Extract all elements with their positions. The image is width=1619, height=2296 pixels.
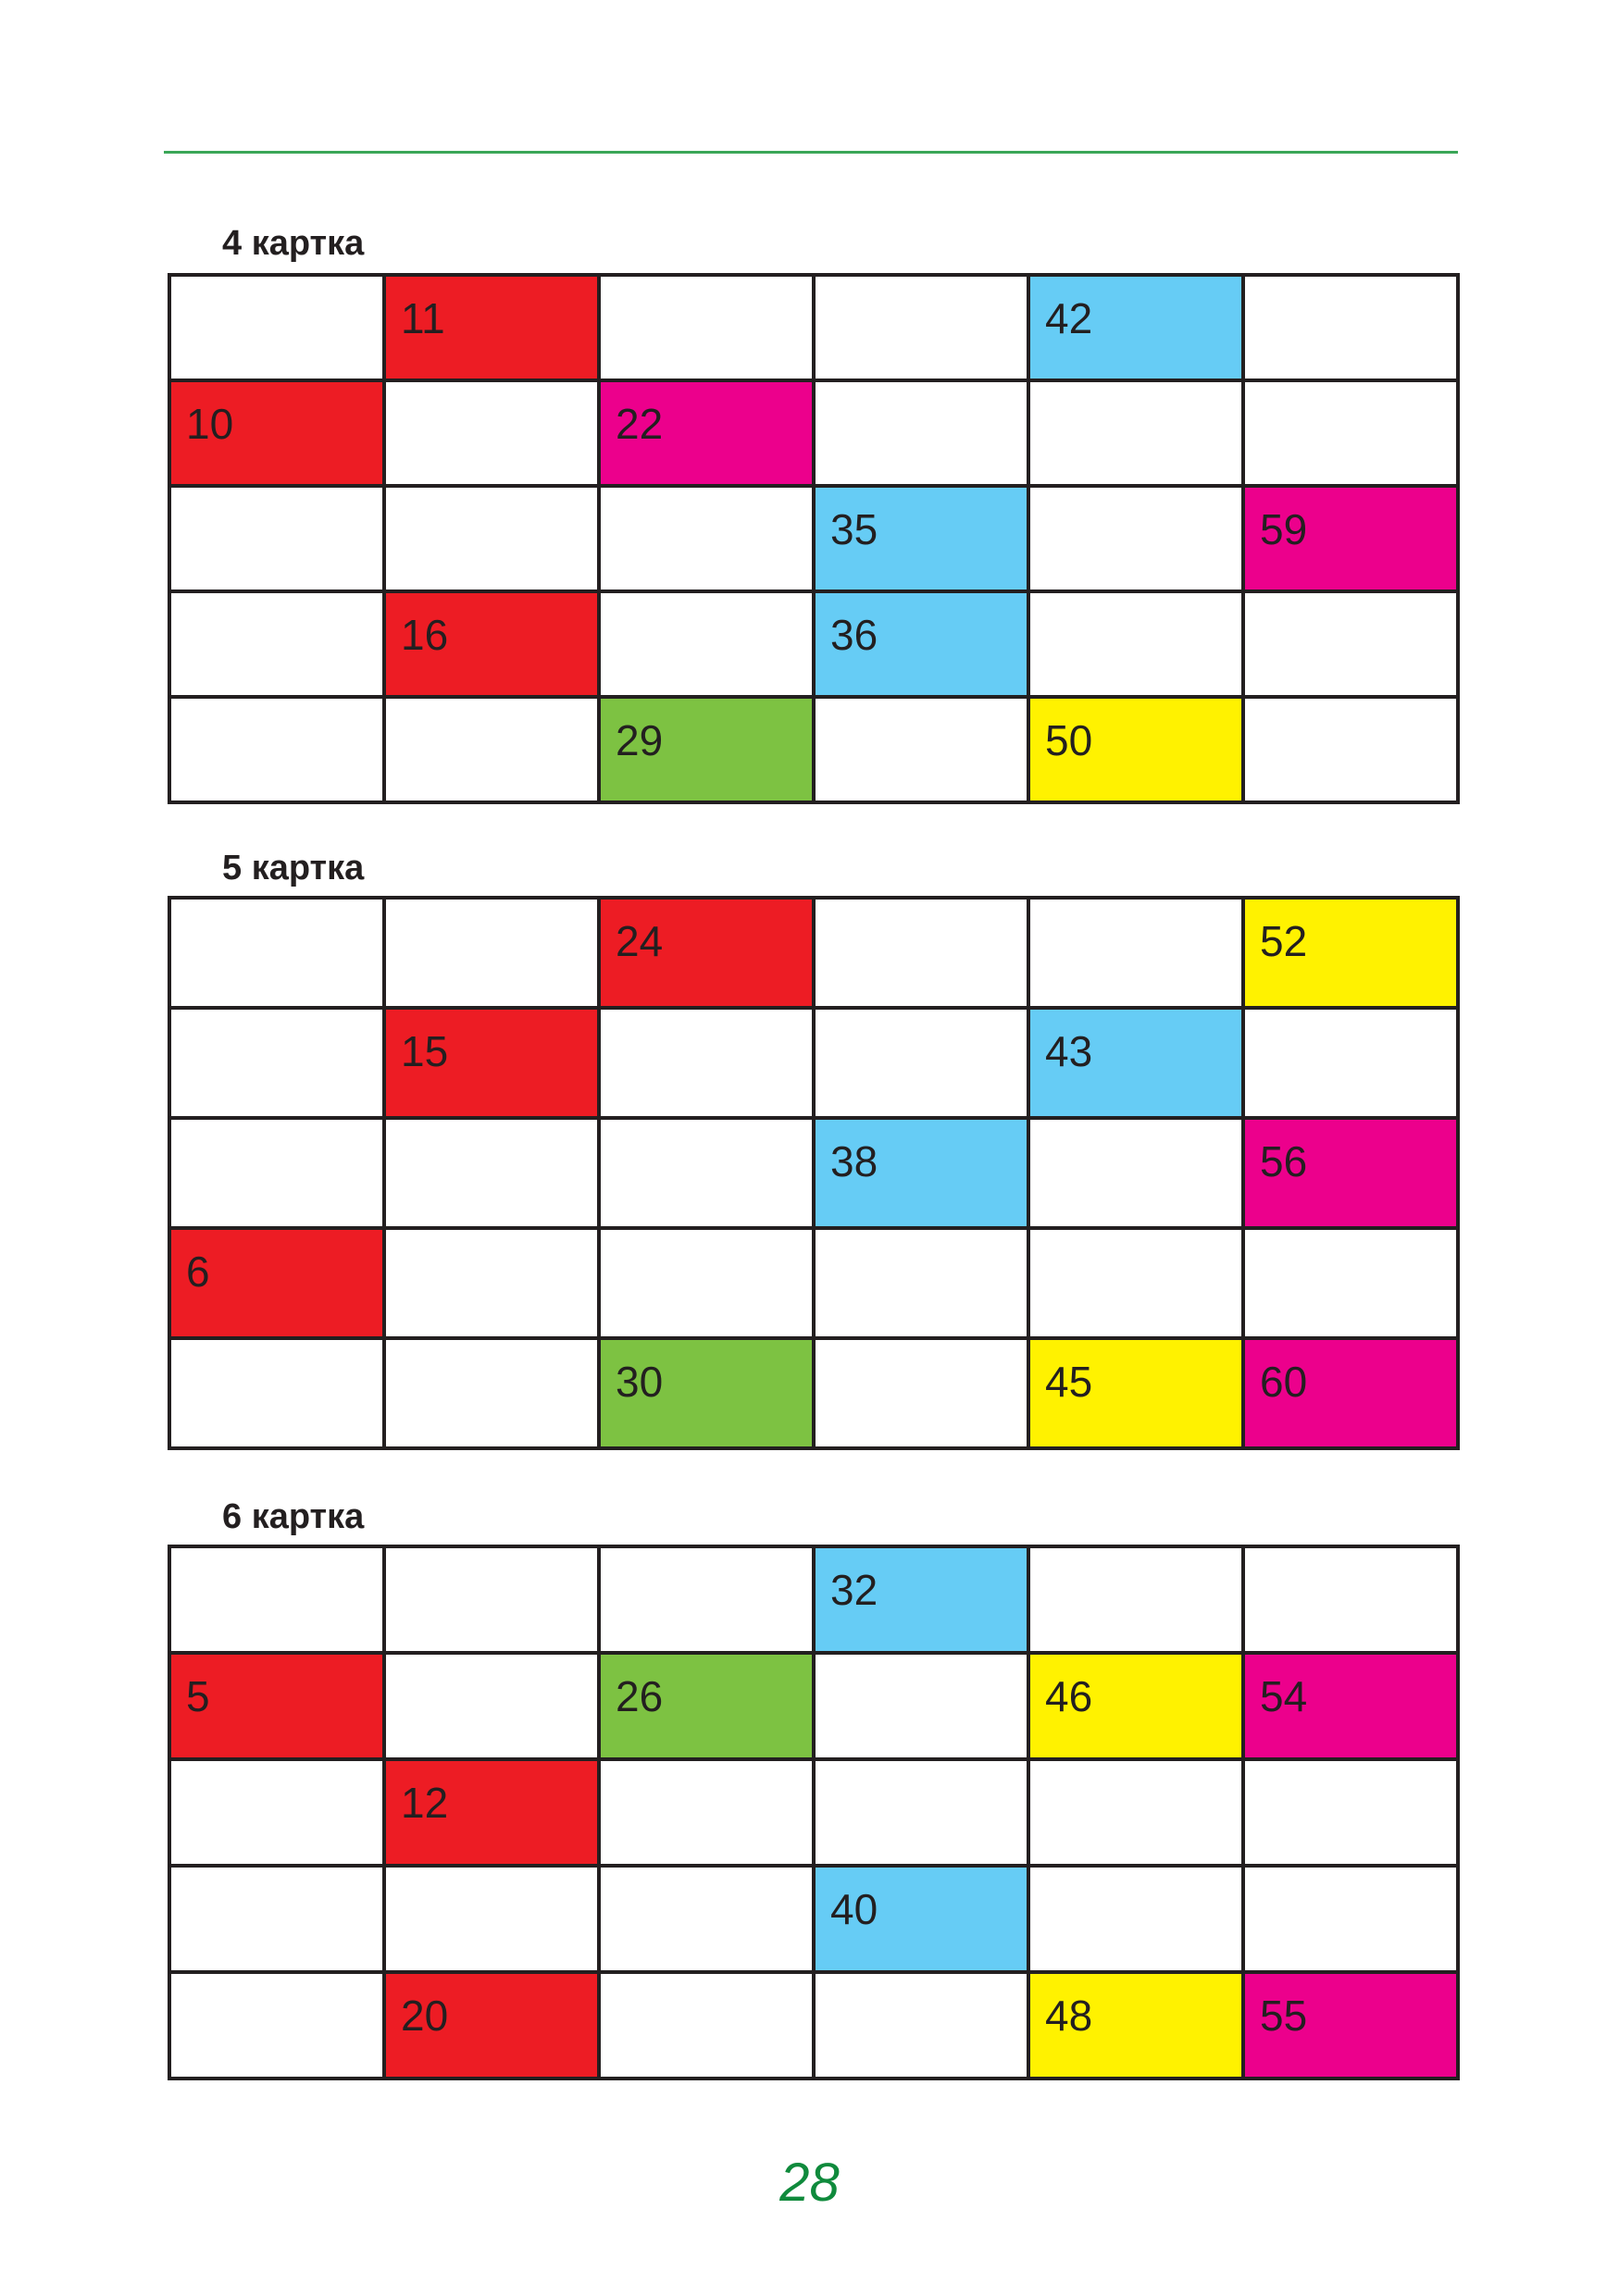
card-cell: [169, 380, 384, 486]
cell-number: 16: [401, 611, 449, 659]
card-cell: [169, 1759, 384, 1866]
card-cell: [169, 486, 384, 591]
card-cell: [814, 1759, 1028, 1866]
card-cell: [1243, 1546, 1458, 1653]
card-cell: [599, 380, 814, 486]
cell-number: 22: [616, 400, 664, 448]
card-cell: [169, 591, 384, 697]
card-cell: [814, 1972, 1028, 2079]
cell-number: 52: [1260, 917, 1308, 965]
card-cell: [1243, 697, 1458, 802]
cell-number: 12: [401, 1779, 449, 1827]
card-cell: [814, 697, 1028, 802]
card-cell: [814, 1338, 1028, 1448]
card-cell: [1028, 898, 1243, 1008]
cell-number: 40: [830, 1885, 878, 1933]
card-cell: [1028, 1118, 1243, 1228]
card-cell: [1243, 1118, 1458, 1228]
card-cell: [1028, 1008, 1243, 1118]
card-cell: [814, 486, 1028, 591]
card-cell: [1028, 1759, 1243, 1866]
card-cell: [1028, 1653, 1243, 1759]
header-rule: [164, 151, 1458, 154]
card-4-title: 4 картка: [222, 224, 365, 263]
card-cell: [599, 697, 814, 802]
cell-number: 56: [1260, 1137, 1308, 1185]
card-cell: [1243, 1866, 1458, 1972]
card-cell: [599, 1653, 814, 1759]
card-cell: [169, 1546, 384, 1653]
card-cell: [384, 486, 599, 591]
card-cell: [384, 898, 599, 1008]
card-cell: [599, 1008, 814, 1118]
card-cell: [384, 1866, 599, 1972]
card-cell: [384, 697, 599, 802]
card-cell: [599, 898, 814, 1008]
card-cell: [384, 1228, 599, 1338]
card-6-grid: [168, 1545, 1460, 2080]
card-cell: [384, 1338, 599, 1448]
card-cell: [384, 1546, 599, 1653]
card-cell: [814, 898, 1028, 1008]
card-cell: [384, 1653, 599, 1759]
cell-number: 60: [1260, 1358, 1308, 1406]
card-5-grid: [168, 896, 1460, 1450]
card-cell: [169, 898, 384, 1008]
cell-number: 29: [616, 716, 664, 764]
card-cell: [1243, 1653, 1458, 1759]
card-cell: [599, 591, 814, 697]
card-cell: [1243, 1972, 1458, 2079]
card-cell: [599, 486, 814, 591]
card-cell: [169, 275, 384, 380]
cell-number: 48: [1045, 1992, 1093, 2040]
card-cell: [814, 1008, 1028, 1118]
card-cell: [1028, 1546, 1243, 1653]
card-cell: [1028, 1866, 1243, 1972]
cell-number: 24: [616, 917, 664, 965]
card-cell: [1243, 1228, 1458, 1338]
card-cell: [599, 1866, 814, 1972]
card-cell: [599, 275, 814, 380]
cell-number: 6: [186, 1247, 210, 1296]
cell-number: 59: [1260, 505, 1308, 553]
card-5-title: 5 картка: [222, 849, 365, 887]
card-cell: [1028, 697, 1243, 802]
card-cell: [814, 275, 1028, 380]
card-cell: [169, 1338, 384, 1448]
card-cell: [1028, 1228, 1243, 1338]
cell-number: 54: [1260, 1672, 1308, 1720]
cell-number: 35: [830, 505, 878, 553]
cell-number: 26: [616, 1672, 664, 1720]
card-cell: [599, 1546, 814, 1653]
cell-number: 5: [186, 1672, 210, 1720]
card-cell: [814, 1118, 1028, 1228]
cell-number: 43: [1045, 1027, 1093, 1075]
card-cell: [1243, 1759, 1458, 1866]
card-cell: [169, 1653, 384, 1759]
cell-number: 32: [830, 1566, 878, 1614]
card-cell: [384, 1008, 599, 1118]
cell-number: 45: [1045, 1358, 1093, 1406]
card-cell: [814, 380, 1028, 486]
card-cell: [1243, 275, 1458, 380]
card-cell: [599, 1759, 814, 1866]
card-cell: [1028, 486, 1243, 591]
card-cell: [1243, 380, 1458, 486]
card-cell: [814, 1866, 1028, 1972]
card-cell: [384, 380, 599, 486]
card-cell: [599, 1118, 814, 1228]
card-cell: [169, 1118, 384, 1228]
card-cell: [169, 1008, 384, 1118]
cell-number: 50: [1045, 716, 1093, 764]
cell-number: 15: [401, 1027, 449, 1075]
card-cell: [1243, 1338, 1458, 1448]
card-cell: [599, 1338, 814, 1448]
card-cell: [1028, 380, 1243, 486]
cell-number: 10: [186, 400, 234, 448]
card-cell: [1028, 1338, 1243, 1448]
card-cell: [1243, 591, 1458, 697]
card-cell: [814, 1653, 1028, 1759]
card-cell: [1243, 486, 1458, 591]
cell-number: 20: [401, 1992, 449, 2040]
card-cell: [384, 1972, 599, 2079]
card-cell: [169, 1972, 384, 2079]
cell-number: 36: [830, 611, 878, 659]
card-4-grid: [168, 273, 1460, 804]
card-cell: [814, 1228, 1028, 1338]
cell-number: 38: [830, 1137, 878, 1185]
card-cell: [1243, 898, 1458, 1008]
card-cell: [384, 1118, 599, 1228]
card-cell: [1028, 591, 1243, 697]
card-cell: [814, 1546, 1028, 1653]
card-cell: [169, 1866, 384, 1972]
page-number: 28: [779, 2153, 840, 2213]
cell-number: 42: [1045, 294, 1093, 342]
card-6-title: 6 картка: [222, 1497, 365, 1536]
card-cell: [1243, 1008, 1458, 1118]
card-cell: [599, 1228, 814, 1338]
card-cell: [384, 1759, 599, 1866]
card-cell: [599, 1972, 814, 2079]
card-cell: [169, 1228, 384, 1338]
cell-number: 30: [616, 1358, 664, 1406]
card-cell: [1028, 1972, 1243, 2079]
card-cell: [384, 275, 599, 380]
card-cell: [1028, 275, 1243, 380]
cell-number: 11: [401, 294, 445, 342]
cell-number: 46: [1045, 1672, 1093, 1720]
cell-number: 55: [1260, 1992, 1308, 2040]
card-cell: [384, 591, 599, 697]
card-cell: [814, 591, 1028, 697]
card-cell: [169, 697, 384, 802]
